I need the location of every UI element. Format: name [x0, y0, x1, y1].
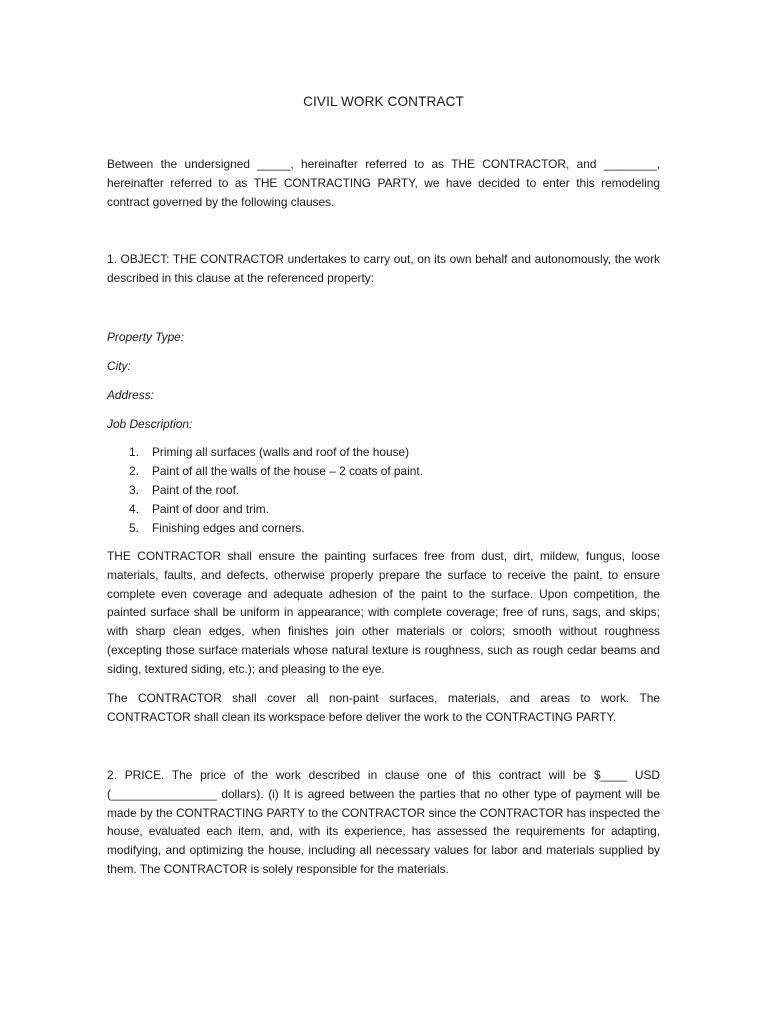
job-list	[107, 443, 423, 538]
job-description-label: Job Description:	[107, 417, 193, 431]
clause-2-price: 2. PRICE. The price of the work described in clause one of this contract will be $____ USD (________________ dollars). (i) It is agreed between the parties that no other type of payment will be made by the CONTRACTING PARTY to the CONTRACTOR since the CONTRACTOR has inspected the house, evaluated each item, and, with its experience, has assessed the requirements for adapting, modifying, and optimizing the house, including all necessary values for labor and materials supplied by them. The CONTRACTOR is solely responsible for the materials.	[107, 768, 660, 876]
list-item-number: 2.	[129, 464, 139, 478]
list-item-text: Paint of all the walls of the house – 2 coats of paint.	[152, 464, 424, 478]
surface-preparation-paragraph: THE CONTRACTOR shall ensure the painting surfaces free from dust, dirt, mildew, fungus, loose materials, faults, and defects, otherwise properly prepare the surface to receive the paint, to ensure complete even coverage and adequate adhesion of the paint to the surface. Upon competition, the painted surface shall be uniform in appearance; with complete coverage; free of runs, sags, and skips; with sharp clean edges, when finishes join other materials or colors; smooth without roughness (excepting those surface materials whose natural texture is roughness, such as rough cedar beams and siding, textured siding, etc.); and pleasing to the eye.	[107, 549, 660, 676]
clause-1-object: 1. OBJECT: THE CONTRACTOR undertakes to carry out, on its own behalf and autonomously, the work described in this clause at the referenced property:	[107, 252, 660, 285]
list-item-number: 5.	[129, 521, 139, 535]
list-item-text: Paint of door and trim.	[152, 502, 269, 516]
list-item-text: Finishing edges and corners.	[152, 521, 305, 535]
list-item-number: 4.	[129, 502, 139, 516]
property-type-label: Property Type:	[107, 330, 185, 344]
list-item	[107, 481, 423, 500]
list-item-number: 3.	[129, 483, 139, 497]
list-item-number: 1.	[129, 445, 139, 459]
intro-paragraph: Between the undersigned _____, hereinafter referred to as THE CONTRACTOR, and ________, hereinafter referred to as THE CONTRACTING PARTY, we have decided to enter this remodeling contract governed by the following clauses.	[107, 157, 660, 209]
list-item	[107, 519, 423, 538]
list-item	[107, 462, 423, 481]
address-label: Address:	[107, 388, 154, 402]
city-label: City:	[107, 359, 131, 373]
list-item-text: Priming all surfaces (walls and roof of the house)	[152, 445, 410, 459]
list-item	[107, 500, 423, 519]
cover-surfaces-paragraph: The CONTRACTOR shall cover all non-paint surfaces, materials, and areas to work. The CONTRACTOR shall clean its workspace before deliver the work to the CONTRACTING PARTY.	[107, 691, 660, 724]
page-title: CIVIL WORK CONTRACT	[303, 94, 464, 109]
list-item	[107, 443, 423, 462]
list-item-text: Paint of the roof.	[152, 483, 240, 497]
